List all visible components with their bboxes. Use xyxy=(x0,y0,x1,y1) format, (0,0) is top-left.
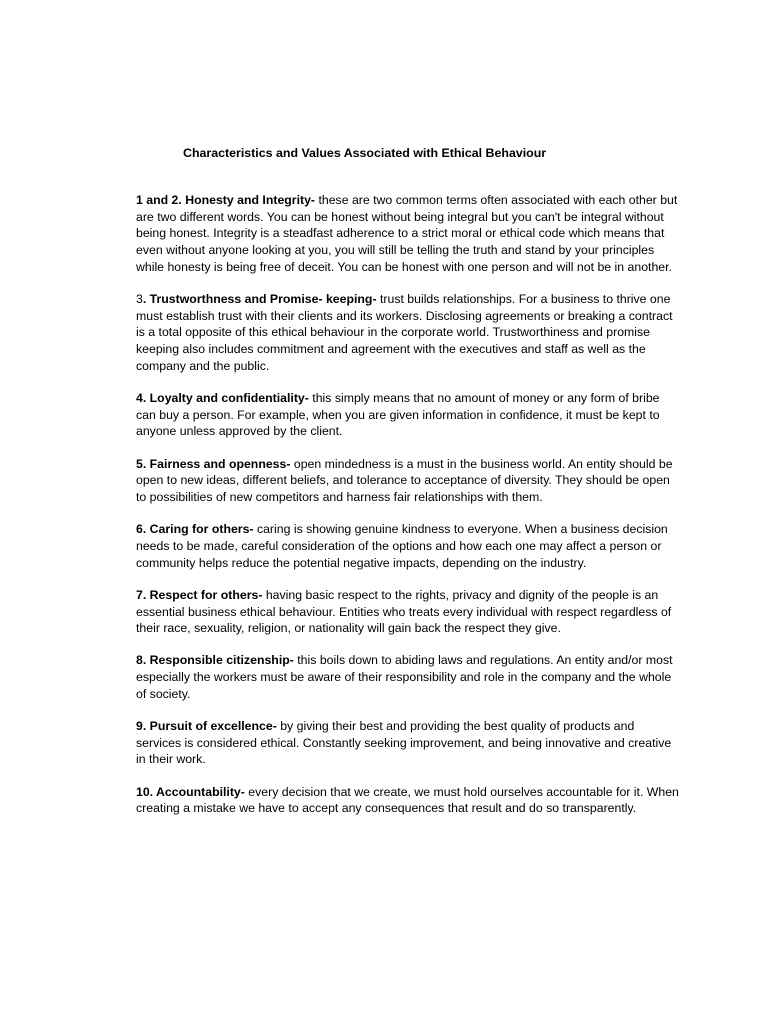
paragraph-trustworthiness xyxy=(136,291,681,375)
paragraph-heading: 9. Pursuit of excellence- xyxy=(136,719,277,734)
paragraph-text: by giving their best and providing the best quality of products and services is considered ethical. Constantly seeking improvement, and being innovative and creative in their work. xyxy=(136,719,672,767)
paragraph-heading: 7. Respect for others- xyxy=(136,587,263,602)
paragraph-text: caring is showing genuine kindness to everyone. When a business decision needs to be made, careful consideration of the options and how each one may affect a person or community helps reduce the potential negative impacts, depending on the industry. xyxy=(136,522,668,570)
paragraph-heading: 1 and 2. Honesty and Integrity- xyxy=(136,193,316,207)
paragraph-number: 3 xyxy=(136,292,143,307)
paragraph-text: open mindedness is a must in the business world. An entity should be open to new ideas, different beliefs, and tolerance to acceptance of diversity. They should be open to possibilities of new competitors and harness fair relationships with them. xyxy=(136,456,673,505)
paragraph-heading: . Trustworthness and Promise- keeping- xyxy=(142,292,377,307)
paragraph-heading: 8. Responsible citizenship- xyxy=(136,653,294,668)
paragraph-respect xyxy=(136,587,681,637)
document-body xyxy=(136,192,681,833)
paragraph-fairness xyxy=(136,456,681,506)
paragraph-excellence xyxy=(136,718,681,768)
paragraph-heading: 6. Caring for others- xyxy=(136,522,254,537)
paragraph-text: these are two common terms often associated with each other but are two different words. You can be honest without being integral but you can't be integral without being honest. Integrity is a steadfast adherence to a strict moral or ethical code which means that even without anyone looking at you, you will still be telling the truth and stand by your principles while honesty is being free of deceit. You can be honest with one person and will not be in another. xyxy=(136,193,678,274)
paragraph-citizenship xyxy=(136,652,681,702)
paragraph-text: this simply means that no amount of money or any form of bribe can buy a person. For example, when you are given information in confidence, it must be kept to anyone unless approved by the client. xyxy=(136,391,660,439)
paragraph-accountability xyxy=(136,784,681,817)
paragraph-text: every decision that we create, we must hold ourselves accountable for it. When creating a mistake we have to accept any consequences that result and do so transparently. xyxy=(136,784,679,816)
paragraph-loyalty xyxy=(136,390,681,440)
paragraph-caring xyxy=(136,521,681,571)
paragraph-text: having basic respect to the rights, privacy and dignity of the people is an essential business ethical behaviour. Entities who treats every individual with respect regardless of their race, sexuality, religion, or nationality will gain back the respect they give. xyxy=(136,587,672,636)
paragraph-text: trust builds relationships. For a business to thrive one must establish trust with their clients and its workers. Disclosing agreements or breaking a contract is a total opposite of this ethical behaviour in the corporate world. Trustworthiness and promise keeping also includes commitment and agreement with the executives and staff as well as the company and the public. xyxy=(136,292,673,373)
paragraph-honesty-integrity xyxy=(136,192,681,276)
paragraph-heading: 5. Fairness and openness- xyxy=(136,456,291,471)
paragraph-text: this boils down to abiding laws and regulations. An entity and/or most especially the workers must be aware of their responsibility and role in the company and the whole of society. xyxy=(136,653,673,701)
paragraph-heading: 10. Accountability- xyxy=(136,784,245,799)
paragraph-heading: 4. Loyalty and confidentiality- xyxy=(136,391,309,406)
document-title: Characteristics and Values Associated with Ethical Behaviour xyxy=(183,146,547,160)
